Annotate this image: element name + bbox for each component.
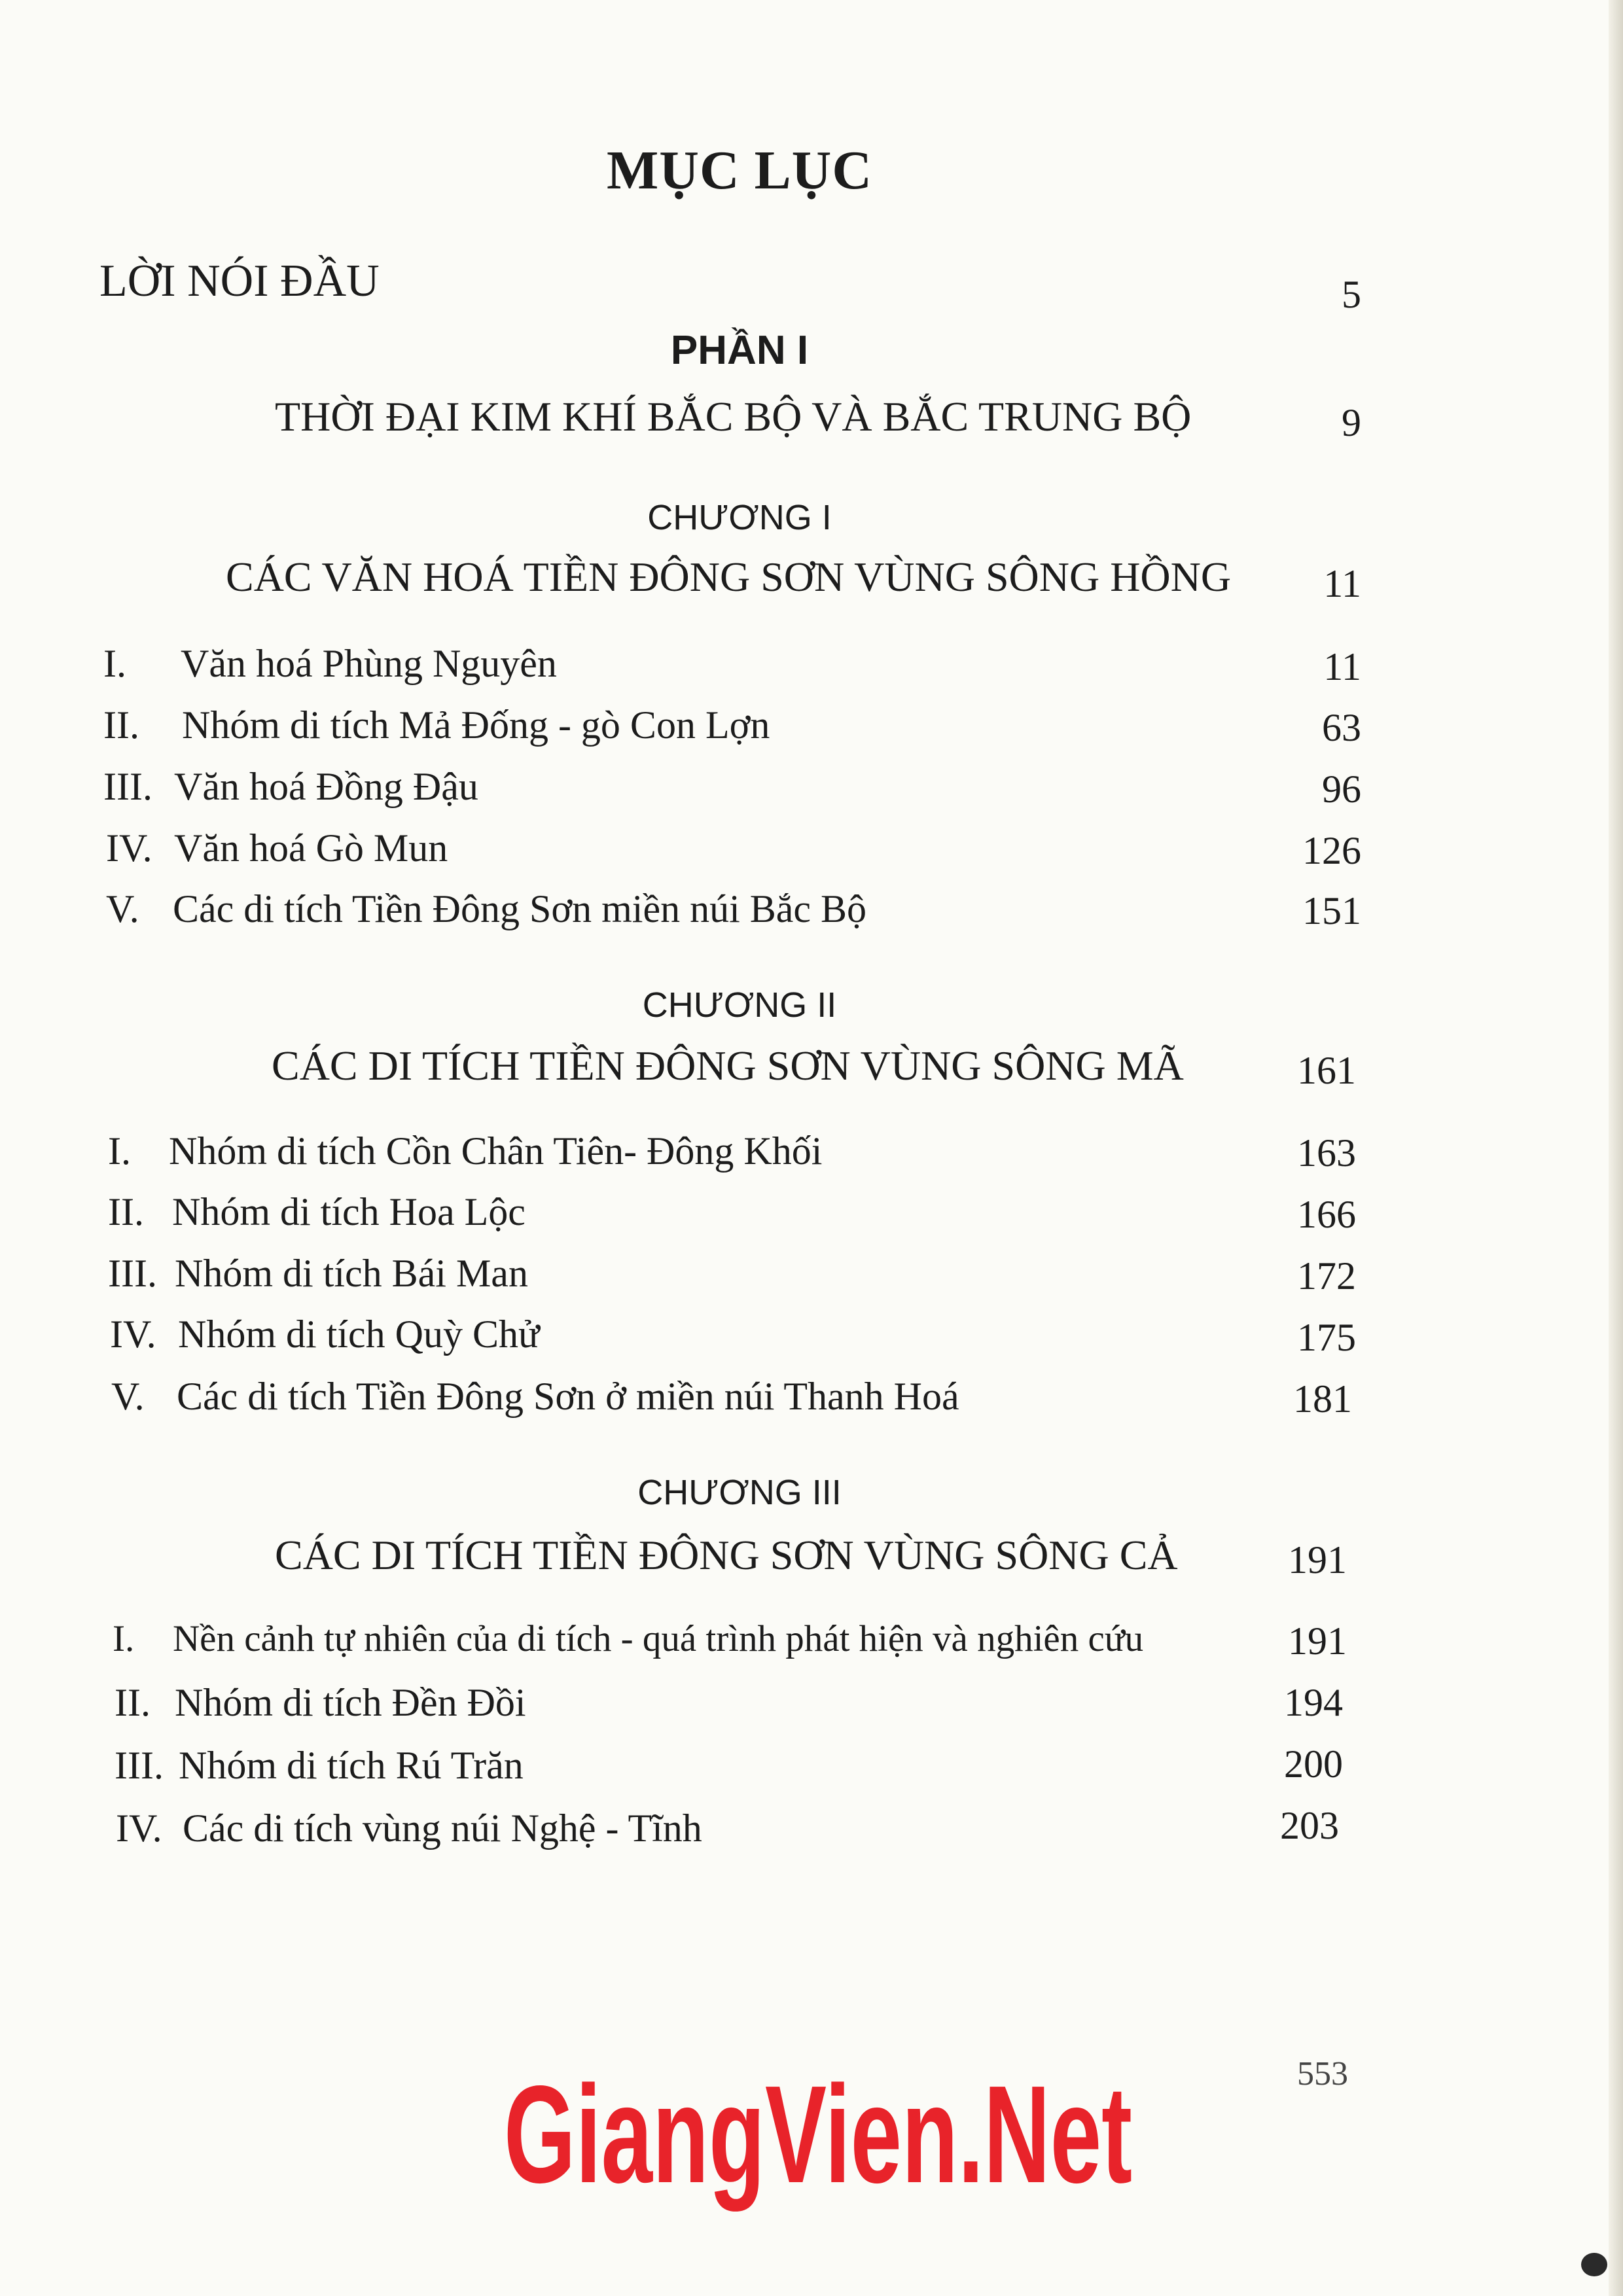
entry-page: 181 bbox=[1293, 1377, 1352, 1421]
chapter-1-title: CÁC VĂN HOÁ TIỀN ĐÔNG SƠN VÙNG SÔNG HỒNG bbox=[226, 554, 1232, 600]
entry-page: 163 bbox=[1297, 1131, 1356, 1174]
page-number: 553 bbox=[1297, 2055, 1348, 2093]
part-label: PHẦN I bbox=[670, 328, 809, 373]
foreword-page: 5 bbox=[1342, 273, 1361, 316]
entry-page: 151 bbox=[1302, 889, 1361, 932]
entry-page: 126 bbox=[1302, 829, 1361, 872]
entry-title: Các di tích Tiền Đông Sơn ở miền núi Thanh Hoá bbox=[177, 1375, 959, 1418]
watermark-text: GiangVien.Net bbox=[504, 2061, 1132, 2212]
toc-entry bbox=[115, 1743, 524, 1788]
entry-page: 194 bbox=[1284, 1681, 1343, 1724]
entry-title: Các di tích Tiền Đông Sơn miền núi Bắc Bộ bbox=[173, 887, 867, 930]
toc-entry bbox=[116, 1806, 702, 1851]
entry-number: I. bbox=[108, 1129, 131, 1173]
entry-number: I. bbox=[113, 1618, 135, 1659]
entry-number: II. bbox=[108, 1190, 144, 1233]
entry-title: Nhóm di tích Rú Trăn bbox=[179, 1744, 524, 1787]
entry-title: Nhóm di tích Hoa Lộc bbox=[172, 1190, 526, 1233]
toc-entry bbox=[103, 641, 557, 686]
toc-entry bbox=[108, 1251, 528, 1296]
entry-title: Nhóm di tích Đền Đồi bbox=[175, 1681, 526, 1724]
chapter-3-title: CÁC DI TÍCH TIỀN ĐÔNG SƠN VÙNG SÔNG CẢ bbox=[275, 1532, 1178, 1578]
toc-entry bbox=[106, 826, 448, 871]
chapter-2-title: CÁC DI TÍCH TIỀN ĐÔNG SƠN VÙNG SÔNG MÃ bbox=[272, 1042, 1184, 1089]
toc-entry bbox=[115, 1680, 526, 1725]
entry-page: 203 bbox=[1280, 1804, 1339, 1847]
toc-entry bbox=[103, 703, 770, 748]
toc-entry bbox=[106, 887, 866, 932]
entry-number: V. bbox=[106, 887, 139, 930]
entry-title: Các di tích vùng núi Nghệ - Tĩnh bbox=[183, 1807, 702, 1850]
chapter-1-page: 11 bbox=[1323, 562, 1361, 605]
entry-title: Nền cảnh tự nhiên của di tích - quá trình phát hiện và nghiên cứu bbox=[173, 1618, 1144, 1659]
chapter-2-label: CHƯƠNG II bbox=[642, 985, 837, 1025]
toc-entry bbox=[113, 1617, 1143, 1660]
entry-number: III. bbox=[115, 1744, 164, 1787]
entry-page: 166 bbox=[1297, 1193, 1356, 1236]
entry-title: Nhóm di tích Cồn Chân Tiên- Đông Khối bbox=[169, 1129, 823, 1173]
entry-number: III. bbox=[103, 765, 152, 808]
entry-page: 200 bbox=[1284, 1742, 1343, 1786]
entry-number: IV. bbox=[116, 1807, 162, 1850]
entry-title: Văn hoá Phùng Nguyên bbox=[181, 642, 557, 685]
entry-page: 175 bbox=[1297, 1316, 1356, 1359]
page-edge-shadow bbox=[1609, 0, 1623, 2296]
entry-title: Nhóm di tích Bái Man bbox=[175, 1252, 528, 1295]
entry-number: IV. bbox=[106, 826, 152, 870]
part-title: THỜI ĐẠI KIM KHÍ BẮC BỘ VÀ BẮC TRUNG BỘ bbox=[275, 393, 1192, 440]
entry-page: 11 bbox=[1323, 645, 1361, 688]
chapter-3-label: CHƯƠNG III bbox=[637, 1473, 842, 1512]
entry-page: 172 bbox=[1297, 1254, 1356, 1298]
entry-number: V. bbox=[111, 1375, 145, 1418]
toc-entry bbox=[111, 1374, 959, 1419]
entry-number: III. bbox=[108, 1252, 157, 1295]
entry-page: 191 bbox=[1288, 1619, 1347, 1663]
chapter-3-page: 191 bbox=[1288, 1538, 1347, 1581]
toc-title: MỤC LỤC bbox=[607, 140, 872, 201]
entry-title: Nhóm di tích Quỳ Chử bbox=[178, 1313, 540, 1356]
toc-entry bbox=[110, 1312, 540, 1357]
entry-title: Văn hoá Đồng Đậu bbox=[174, 765, 478, 808]
toc-entry bbox=[108, 1129, 822, 1174]
entry-number: IV. bbox=[110, 1313, 156, 1356]
scan-edge-mark bbox=[1581, 2253, 1607, 2276]
entry-page: 96 bbox=[1322, 768, 1361, 811]
chapter-1-label: CHƯƠNG I bbox=[647, 498, 832, 537]
entry-number: II. bbox=[115, 1681, 151, 1724]
entry-number: II. bbox=[103, 703, 139, 747]
entry-number: I. bbox=[103, 642, 126, 685]
part-page: 9 bbox=[1342, 401, 1361, 444]
foreword-label: LỜI NÓI ĐẦU bbox=[99, 256, 380, 306]
toc-entry bbox=[108, 1190, 526, 1235]
toc-entry bbox=[103, 764, 478, 809]
watermark-logo bbox=[497, 2061, 1139, 2212]
chapter-2-page: 161 bbox=[1297, 1049, 1356, 1092]
entry-title: Văn hoá Gò Mun bbox=[174, 826, 448, 870]
entry-page: 63 bbox=[1322, 706, 1361, 749]
entry-title: Nhóm di tích Mả Đống - gò Con Lợn bbox=[182, 703, 770, 747]
